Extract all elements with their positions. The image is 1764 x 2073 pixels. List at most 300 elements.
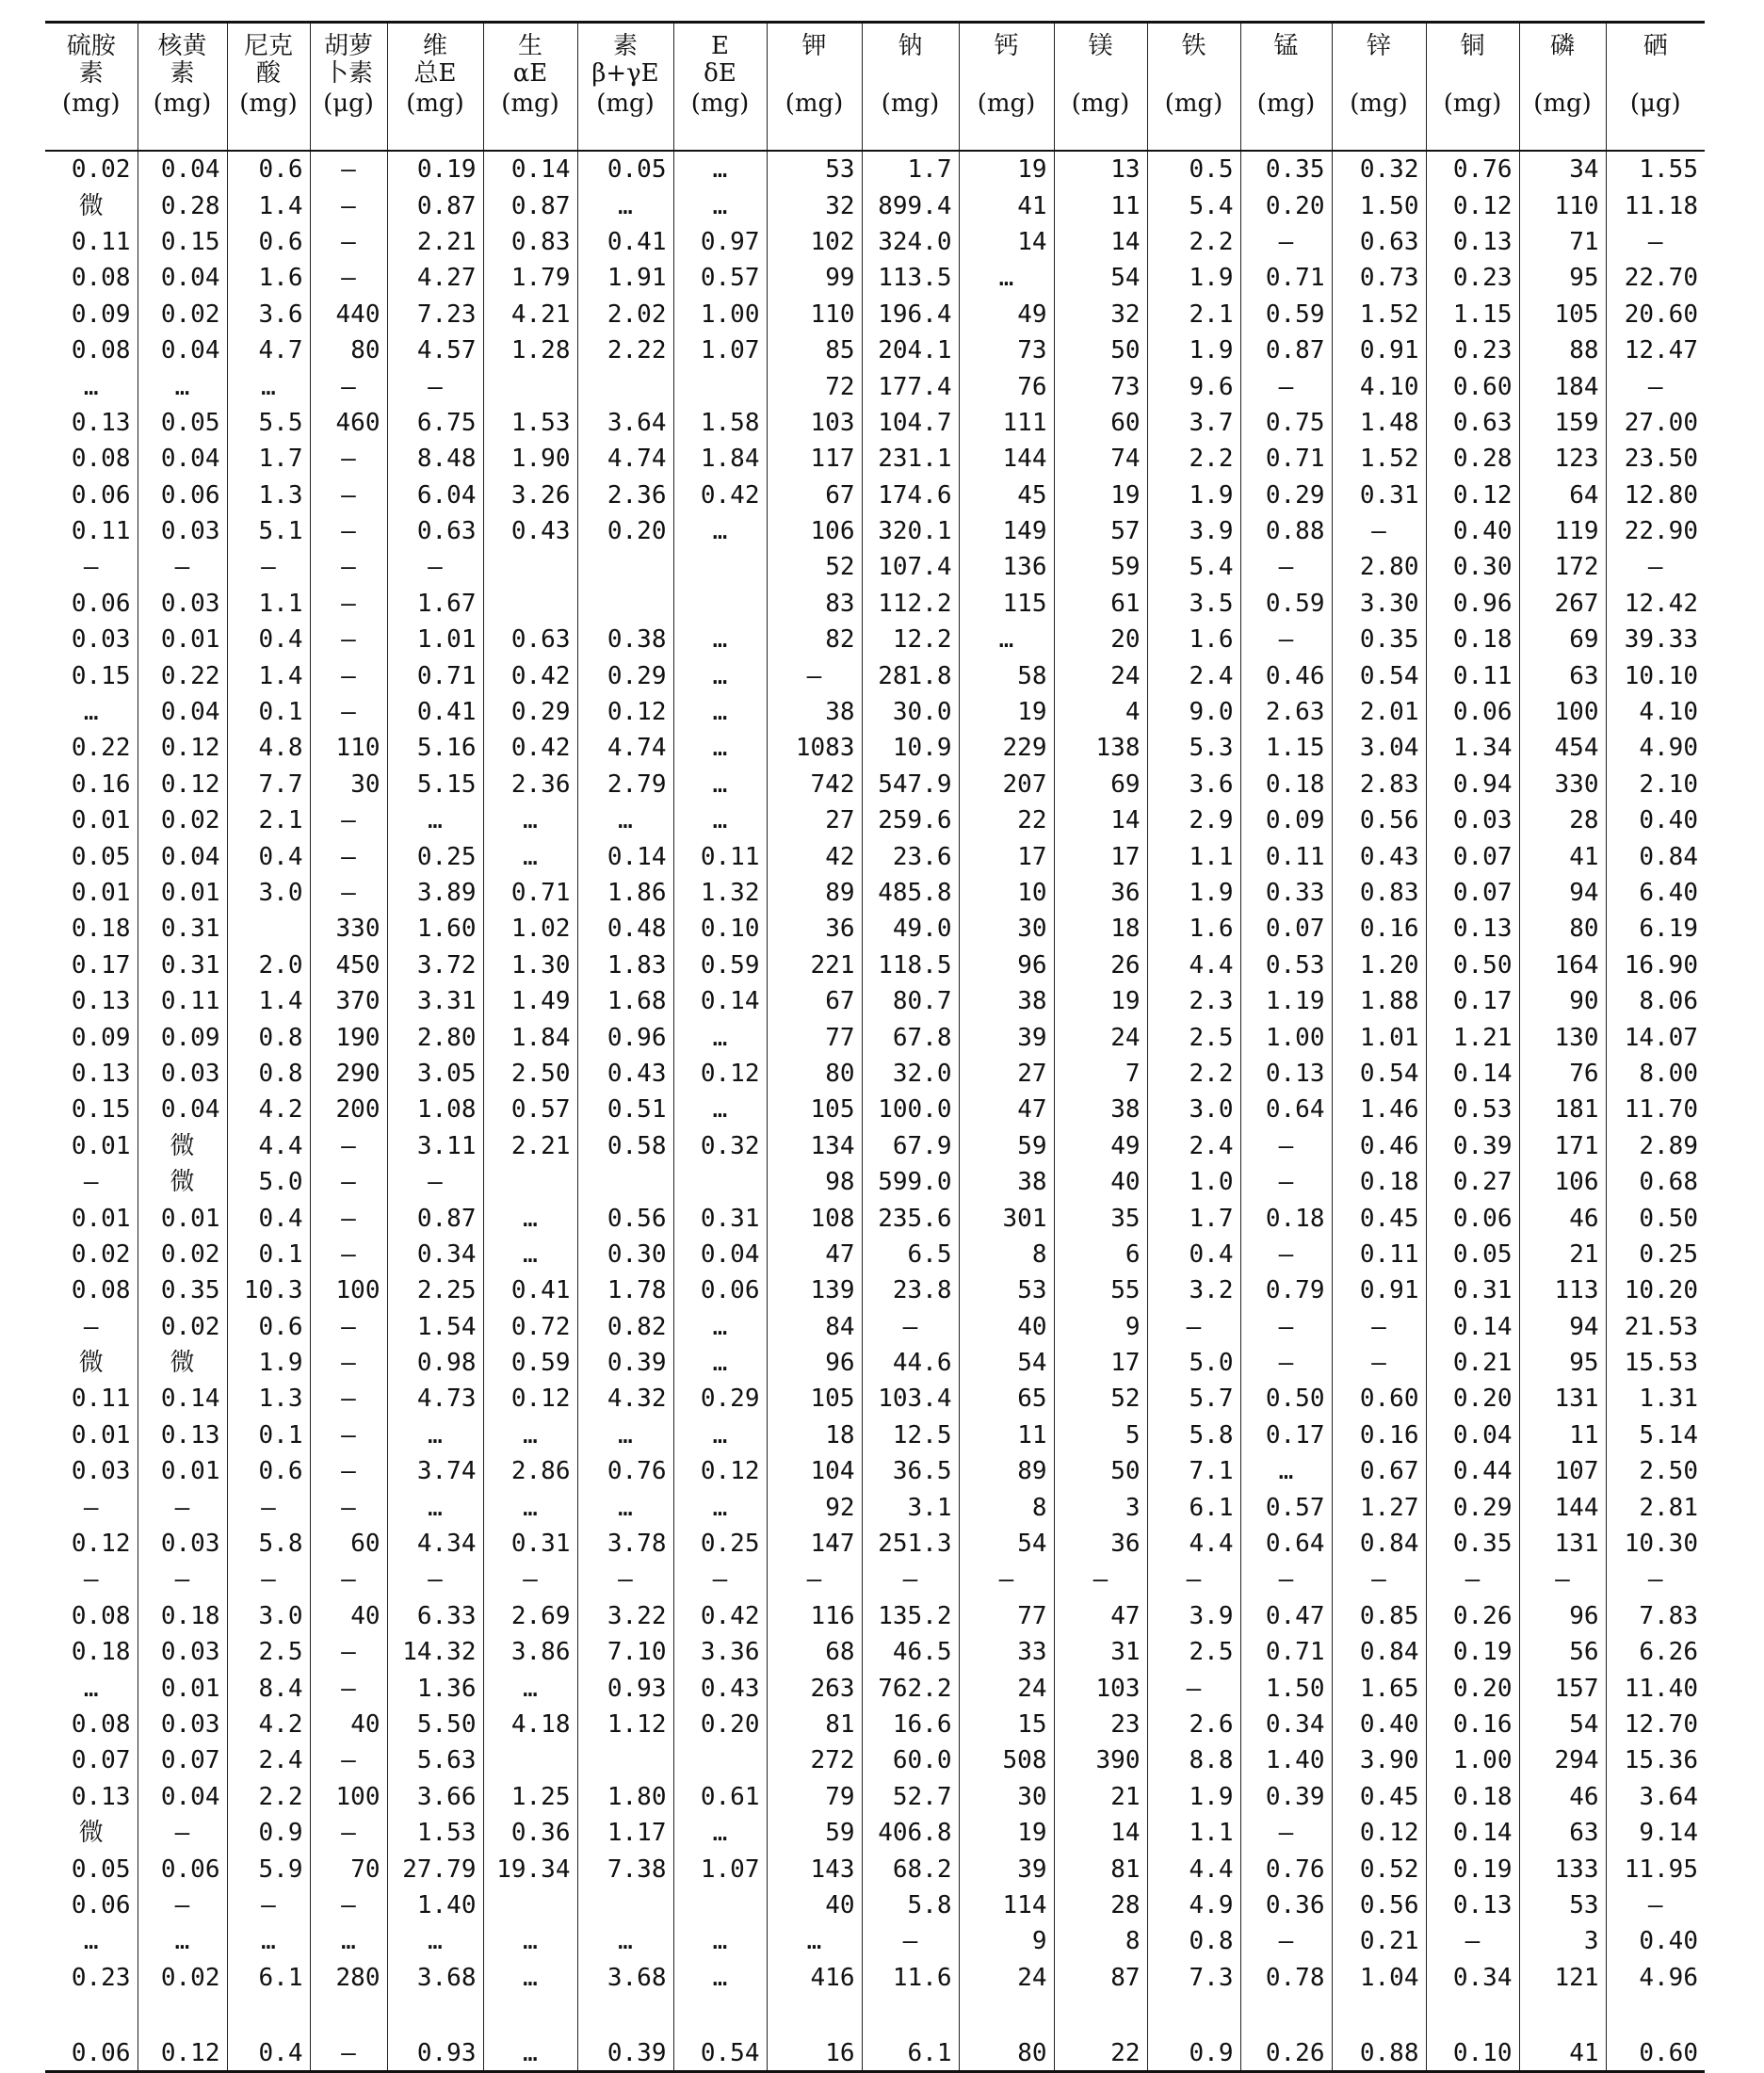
table-cell: 0.13 <box>1240 1056 1332 1092</box>
table-cell: 7.3 <box>1147 1960 1240 1996</box>
table-cell: 0.16 <box>1332 911 1426 947</box>
table-cell: — <box>1332 1309 1426 1345</box>
table-cell: 1.00 <box>1426 1742 1519 1778</box>
table-cell: 0.93 <box>387 1996 483 2072</box>
table-cell: 1.84 <box>673 441 767 477</box>
table-cell: 0.22 <box>138 657 227 693</box>
table-cell: 7.1 <box>1147 1453 1240 1489</box>
table-cell: 0.25 <box>1639 1239 1698 1269</box>
table-row <box>45 1489 1705 1525</box>
table-cell: 20 <box>1054 622 1147 657</box>
table-cell: 2.36 <box>483 767 577 802</box>
table-cell: 1.34 <box>1426 730 1519 766</box>
table-cell: 52 <box>1054 1381 1147 1417</box>
table-cell: 49 <box>959 297 1054 332</box>
table-cell: 4.90 <box>1639 734 1698 763</box>
table-cell: 207 <box>959 767 1054 802</box>
table-cell: 50 <box>1054 1453 1147 1489</box>
table-cell: 80 <box>310 332 387 368</box>
table-cell: 6.5 <box>862 1237 959 1272</box>
table-cell: — <box>310 1996 387 2072</box>
table-cell: 24 <box>1054 1019 1147 1055</box>
table-cell: 27 <box>767 802 862 838</box>
table-cell: 68 <box>767 1634 862 1670</box>
table-cell: 6.26 <box>1639 1638 1698 1667</box>
header-line-1: 胡萝 <box>323 32 373 60</box>
table-cell: 49 <box>1054 1128 1147 1164</box>
table-cell: — <box>1240 1345 1332 1381</box>
table-cell: 6.19 <box>1639 915 1698 944</box>
table-cell: 0.72 <box>483 1309 577 1345</box>
table-cell: 7.10 <box>577 1634 673 1670</box>
table-cell: 2.3 <box>1147 983 1240 1019</box>
table-cell: … <box>673 513 767 549</box>
table-cell: 1.00 <box>673 297 767 332</box>
table-cell: 0.13 <box>45 405 138 441</box>
table-cell: 41 <box>1519 838 1606 874</box>
table-cell: — <box>1647 1565 1663 1595</box>
table-row <box>45 1707 1705 1742</box>
table-cell: 1.53 <box>483 405 577 441</box>
table-cell: 0.27 <box>1426 1164 1519 1200</box>
table-cell: 1.01 <box>387 622 483 657</box>
table-cell: 83 <box>767 586 862 622</box>
column-header <box>959 23 1054 152</box>
table-cell: 1.7 <box>1147 1200 1240 1236</box>
table-cell: 11.18 <box>1624 191 1698 220</box>
table-row <box>45 549 1705 585</box>
table-cell: 0.02 <box>138 1237 227 1272</box>
table-cell: 390 <box>1054 1742 1147 1778</box>
table-row <box>45 1598 1705 1634</box>
table-cell: 0.45 <box>1332 1779 1426 1815</box>
table-cell: 14 <box>1054 224 1147 260</box>
table-cell: 1.00 <box>1240 1019 1332 1055</box>
table-cell: 143 <box>767 1851 862 1887</box>
table-cell: 1.60 <box>387 911 483 947</box>
table-cell: 0.91 <box>1332 332 1426 368</box>
table-cell: 2.50 <box>1639 1457 1698 1486</box>
table-cell: 0.43 <box>673 1670 767 1706</box>
table-cell: 742 <box>767 767 862 802</box>
table-cell: 0.18 <box>1240 767 1332 802</box>
header-line-2 <box>774 60 855 88</box>
table-cell: 204.1 <box>862 332 959 368</box>
table-cell: 12.2 <box>862 622 959 657</box>
table-cell: 762.2 <box>862 1670 959 1706</box>
table-cell: 131 <box>1519 1381 1606 1417</box>
table-cell: 0.03 <box>138 1526 227 1562</box>
table-cell: 1.01 <box>1332 1019 1426 1055</box>
table-cell: 0.54 <box>1332 1056 1426 1092</box>
table-cell: 11.95 <box>1624 1854 1698 1884</box>
header-line-2 <box>1527 60 1599 88</box>
table-cell: 110 <box>1519 187 1606 223</box>
table-cell: 1.31 <box>1639 1385 1698 1414</box>
table-cell: 22 <box>1054 1996 1147 2072</box>
table-cell: — <box>767 657 862 693</box>
table-cell: — <box>862 1309 959 1345</box>
table-cell: 0.20 <box>1426 1670 1519 1706</box>
table-cell: 0.07 <box>138 1742 227 1778</box>
table-cell: 0.42 <box>673 478 767 513</box>
table-cell: … <box>673 1960 767 1996</box>
table-cell: 19 <box>959 1815 1054 1851</box>
table-cell: 12.42 <box>1624 589 1698 618</box>
table-row <box>45 1815 1705 1851</box>
header-line-2 <box>1061 60 1141 88</box>
table-cell: 0.6 <box>227 1453 310 1489</box>
table-cell: 0.29 <box>483 694 577 730</box>
table-cell: 84 <box>767 1309 862 1345</box>
table-cell: 18 <box>767 1417 862 1453</box>
table-cell: 1.0 <box>1147 1164 1240 1200</box>
table-cell: 0.20 <box>673 1707 767 1742</box>
table-cell: 450 <box>310 947 387 983</box>
table-cell: 11.40 <box>1624 1674 1698 1703</box>
table-cell: 139 <box>767 1272 862 1308</box>
table-cell: 15.36 <box>1624 1746 1698 1775</box>
table-cell: 13 <box>1054 151 1147 187</box>
table-cell: 4.4 <box>227 1128 310 1164</box>
table-cell: 19 <box>959 151 1054 187</box>
table-cell: 1.15 <box>1426 297 1519 332</box>
table-cell: 106 <box>767 513 862 549</box>
table-cell: 0.38 <box>577 622 673 657</box>
table-cell: 1.04 <box>1332 1960 1426 1996</box>
table-cell: 1.48 <box>1332 405 1426 441</box>
header-unit: (μg) <box>1629 89 1681 118</box>
table-cell: 1.30 <box>483 947 577 983</box>
table-cell: 181 <box>1519 1092 1606 1127</box>
table-cell: 0.6 <box>227 151 310 187</box>
header-line-1: 钙 <box>994 32 1019 60</box>
table-cell: 5.16 <box>387 730 483 766</box>
table-cell: 0.33 <box>1240 875 1332 911</box>
table-cell: 59 <box>767 1815 862 1851</box>
table-cell: — <box>310 441 387 477</box>
table-cell: 0.50 <box>1426 947 1519 983</box>
table-cell: 0.04 <box>138 332 227 368</box>
table-cell: 15 <box>959 1707 1054 1742</box>
table-cell: 2.86 <box>483 1453 577 1489</box>
table-cell: 90 <box>1519 983 1606 1019</box>
table-cell: 0.42 <box>673 1598 767 1634</box>
table-cell: 0.13 <box>1426 1887 1519 1923</box>
table-cell: 0.85 <box>1332 1598 1426 1634</box>
table-cell: 3.1 <box>862 1489 959 1525</box>
table-cell: … <box>577 187 673 223</box>
table-cell: 0.20 <box>577 513 673 549</box>
table-cell: 4.96 <box>1639 1963 1698 1992</box>
table-row <box>45 1996 1705 2072</box>
table-cell: 114 <box>959 1887 1054 1923</box>
table-cell: … <box>577 802 673 838</box>
table-cell: 0.9 <box>1147 1996 1240 2072</box>
table-cell: 0.08 <box>45 1598 138 1634</box>
table-cell: 56 <box>1519 1634 1606 1670</box>
table-cell <box>673 1164 767 1200</box>
header-unit: (mg) <box>61 89 121 118</box>
table-cell: 72 <box>767 368 862 404</box>
table-cell: 136 <box>959 549 1054 585</box>
table-cell: 7.23 <box>387 297 483 332</box>
table-cell: 0.17 <box>45 947 138 983</box>
table-cell: 0.07 <box>1426 838 1519 874</box>
table-cell: 14.07 <box>1624 1023 1698 1052</box>
table-cell: 10 <box>959 875 1054 911</box>
table-cell: 3 <box>1054 1489 1147 1525</box>
table-cell: 123 <box>1519 441 1606 477</box>
table-cell: — <box>959 1562 1054 1597</box>
table-cell: 3.6 <box>1147 767 1240 802</box>
table-cell: 3.72 <box>387 947 483 983</box>
table-cell: 0.08 <box>45 1707 138 1742</box>
table-cell: 416 <box>767 1960 862 1996</box>
table-cell: 95 <box>1519 260 1606 296</box>
table-cell: 14.32 <box>387 1634 483 1670</box>
table-cell: 0.12 <box>138 730 227 766</box>
table-cell: 0.9 <box>227 1815 310 1851</box>
table-cell: — <box>387 549 483 585</box>
table-cell: 0.50 <box>1240 1381 1332 1417</box>
table-cell: 0.40 <box>1426 513 1519 549</box>
table-row <box>45 478 1705 513</box>
table-cell: 5.14 <box>1639 1420 1698 1449</box>
table-cell: 0.73 <box>1332 260 1426 296</box>
table-cell: 0.34 <box>1426 1960 1519 1996</box>
table-cell: 171 <box>1519 1128 1606 1164</box>
table-cell: 2.4 <box>1147 657 1240 693</box>
table-cell: 106 <box>1519 1164 1606 1200</box>
table-cell: 0.59 <box>1240 297 1332 332</box>
header-line-1: 尼克 <box>243 32 293 60</box>
table-cell: 102 <box>767 224 862 260</box>
table-cell: — <box>862 1923 959 1959</box>
table-cell: 4 <box>1054 694 1147 730</box>
table-cell: — <box>862 1562 959 1597</box>
table-cell: 16.90 <box>1624 950 1698 980</box>
table-cell: — <box>310 513 387 549</box>
table-cell: 57 <box>1054 513 1147 549</box>
table-cell: 17 <box>959 838 1054 874</box>
table-cell: 67 <box>767 478 862 513</box>
table-cell: — <box>1054 1562 1147 1597</box>
table-cell: 0.4 <box>227 838 310 874</box>
table-cell: 74 <box>1054 441 1147 477</box>
table-cell: … <box>483 1489 577 1525</box>
table-cell: 1.80 <box>577 1779 673 1815</box>
table-cell: 0.23 <box>45 1960 138 1996</box>
table-cell: 0.87 <box>1240 332 1332 368</box>
table-cell: 4.27 <box>387 260 483 296</box>
table-cell: 2.4 <box>227 1742 310 1778</box>
table-cell: 0.84 <box>1332 1634 1426 1670</box>
table-cell: 105 <box>767 1092 862 1127</box>
table-cell: 0.84 <box>1639 842 1698 871</box>
table-cell: — <box>1240 368 1332 404</box>
table-cell: 3 <box>1519 1923 1606 1959</box>
table-cell: 0.20 <box>1240 187 1332 223</box>
table-cell: 324.0 <box>862 224 959 260</box>
table-cell: 0.83 <box>483 224 577 260</box>
table-cell: 22.90 <box>1624 517 1698 546</box>
header-row <box>45 23 1705 152</box>
header-line-1: E <box>711 32 729 60</box>
table-cell: 15.53 <box>1624 1349 1698 1378</box>
table-cell: 2.2 <box>227 1779 310 1815</box>
table-cell: 76 <box>1519 1056 1606 1092</box>
table-cell: 113.5 <box>862 260 959 296</box>
table-cell: 2.1 <box>227 802 310 838</box>
table-cell: 0.10 <box>673 911 767 947</box>
table-cell: 5.0 <box>227 1164 310 1200</box>
table-cell: 2.5 <box>227 1634 310 1670</box>
table-row <box>45 224 1705 260</box>
table-cell: 107 <box>1519 1453 1606 1489</box>
table-cell: 1.79 <box>483 260 577 296</box>
table-cell: 0.87 <box>387 1200 483 1236</box>
table-cell: 81 <box>1054 1851 1147 1887</box>
table-cell <box>483 1164 577 1200</box>
table-cell: 63 <box>1519 657 1606 693</box>
table-cell: … <box>673 694 767 730</box>
table-cell: 1083 <box>767 730 862 766</box>
table-cell: 0.8 <box>227 1056 310 1092</box>
table-cell <box>673 1887 767 1923</box>
table-cell: 0.6 <box>227 224 310 260</box>
table-cell: 微 <box>138 1345 227 1381</box>
table-cell: 69 <box>1519 622 1606 657</box>
table-cell: 103.4 <box>862 1381 959 1417</box>
table-cell: 0.71 <box>387 657 483 693</box>
table-cell: 0.04 <box>138 1092 227 1127</box>
table-cell: 32 <box>1054 297 1147 332</box>
table-cell: 0.18 <box>1240 1200 1332 1236</box>
table-cell: 46 <box>1519 1779 1606 1815</box>
table-cell: 0.98 <box>387 1345 483 1381</box>
table-cell: … <box>673 151 767 187</box>
table-cell: 16 <box>767 1996 862 2072</box>
table-cell: — <box>310 368 387 404</box>
table-cell: 0.36 <box>483 1815 577 1851</box>
table-cell: 0.18 <box>1332 1164 1426 1200</box>
table-cell: 3.64 <box>1639 1782 1698 1811</box>
table-cell: 0.31 <box>673 1200 767 1236</box>
table-cell: 0.88 <box>1240 513 1332 549</box>
table-cell: 32.0 <box>862 1056 959 1092</box>
table-cell: 104.7 <box>862 405 959 441</box>
table-cell: 50 <box>1054 332 1147 368</box>
table-cell: 0.05 <box>45 838 138 874</box>
table-cell: 0.4 <box>227 1996 310 2072</box>
table-cell: 14 <box>1054 1815 1147 1851</box>
table-cell: 0.75 <box>1240 405 1332 441</box>
table-cell: 0.02 <box>45 151 138 187</box>
table-cell: 0.13 <box>45 1779 138 1815</box>
table-cell: 0.76 <box>1426 151 1519 187</box>
table-cell: 121 <box>1519 1960 1606 1996</box>
table-cell: … <box>387 802 483 838</box>
table-cell: 0.57 <box>1240 1489 1332 1525</box>
table-cell: — <box>387 1164 483 1200</box>
table-cell: 0.50 <box>1639 1204 1698 1233</box>
table-cell: 0.78 <box>1240 1960 1332 1996</box>
table-cell: 2.50 <box>483 1056 577 1092</box>
table-cell: 14 <box>959 224 1054 260</box>
table-cell: 0.05 <box>138 405 227 441</box>
table-cell: 2.89 <box>1639 1131 1698 1160</box>
table-cell: 8.4 <box>227 1670 310 1706</box>
table-cell: 38 <box>1054 1092 1147 1127</box>
table-cell: 112.2 <box>862 586 959 622</box>
table-cell: … <box>673 1815 767 1851</box>
table-cell: 0.13 <box>45 1056 138 1092</box>
table-cell: 281.8 <box>862 657 959 693</box>
table-cell: 1.6 <box>227 260 310 296</box>
table-cell: 0.4 <box>1147 1237 1240 1272</box>
table-row <box>45 657 1705 693</box>
table-cell: 0.11 <box>138 983 227 1019</box>
table-cell: 2.0 <box>227 947 310 983</box>
table-cell: 294 <box>1519 1742 1606 1778</box>
table-cell: 89 <box>959 1453 1054 1489</box>
table-cell: 3.0 <box>227 1598 310 1634</box>
table-cell: 118.5 <box>862 947 959 983</box>
table-cell: 2.5 <box>1147 1634 1240 1670</box>
table-cell: 23.50 <box>1624 445 1698 474</box>
table-row <box>45 838 1705 874</box>
table-cell: 0.12 <box>1426 478 1519 513</box>
table-cell: 0.4 <box>227 622 310 657</box>
table-cell: … <box>45 368 138 404</box>
table-cell: 53 <box>1519 1887 1606 1923</box>
table-cell: 0.56 <box>1332 802 1426 838</box>
table-cell: 0.18 <box>138 1598 227 1634</box>
table-cell: — <box>1147 1670 1240 1706</box>
table-cell: 3.9 <box>1147 1598 1240 1634</box>
table-cell: 440 <box>310 297 387 332</box>
table-cell: 0.08 <box>45 260 138 296</box>
table-cell: 0.34 <box>1240 1707 1332 1742</box>
table-cell: 0.06 <box>1426 1200 1519 1236</box>
table-cell: — <box>577 1562 673 1597</box>
table-cell: 0.35 <box>1240 151 1332 187</box>
table-cell: 9 <box>1054 1309 1147 1345</box>
table-cell: 177.4 <box>862 368 959 404</box>
table-cell: 301 <box>959 1200 1054 1236</box>
table-cell: 0.22 <box>45 730 138 766</box>
table-cell: … <box>227 368 310 404</box>
table-cell: 0.14 <box>483 151 577 187</box>
table-cell <box>577 1887 673 1923</box>
table-cell: — <box>1332 1562 1426 1597</box>
table-cell <box>673 549 767 585</box>
table-cell: 0.03 <box>138 586 227 622</box>
table-cell: 0.71 <box>1240 1634 1332 1670</box>
table-cell: 31 <box>1054 1634 1147 1670</box>
header-unit: (mg) <box>1533 89 1592 118</box>
table-cell: 微 <box>45 1345 138 1381</box>
header-line-2: β+γE <box>591 59 659 88</box>
table-cell: 1.28 <box>483 332 577 368</box>
table-cell: 0.47 <box>1240 1598 1332 1634</box>
table-cell: 44.6 <box>862 1345 959 1381</box>
table-cell: 1.25 <box>483 1779 577 1815</box>
table-cell: 2.63 <box>1240 694 1332 730</box>
table-cell: 4.57 <box>387 332 483 368</box>
table-cell: 1.17 <box>577 1815 673 1851</box>
